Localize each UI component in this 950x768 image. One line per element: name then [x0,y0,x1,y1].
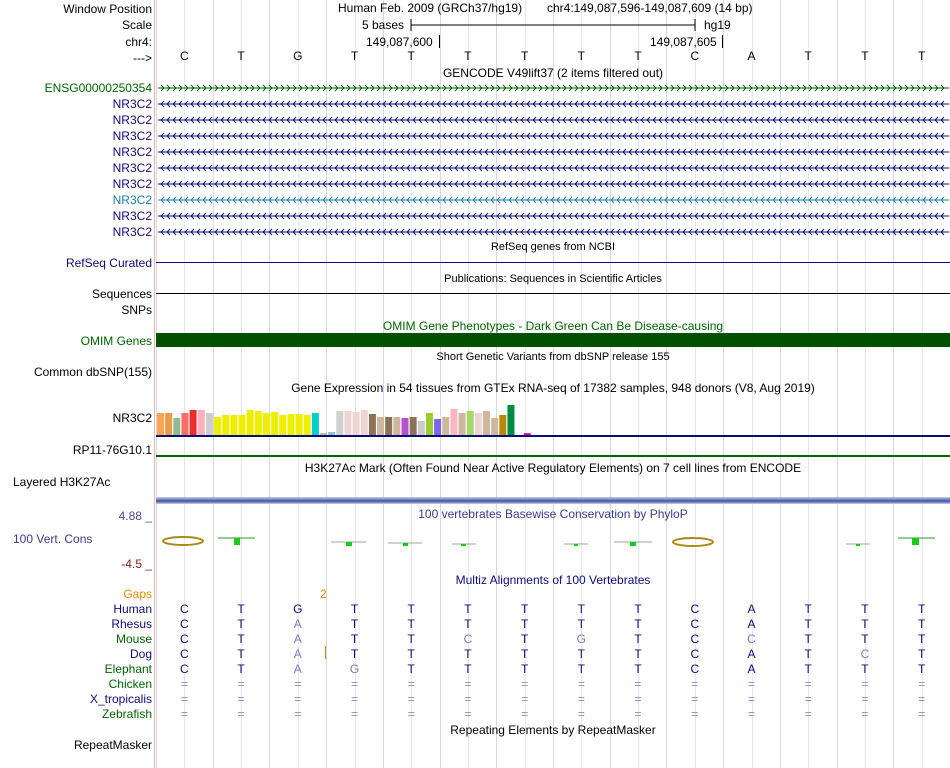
gene-feature[interactable] [158,194,949,206]
phylop-track-label[interactable]: 100 Vert. Cons [13,532,93,546]
gtex-tissue-bar[interactable] [190,410,197,435]
gene-label[interactable]: ENSG00000250354 [44,81,152,95]
alignment-base: G [349,662,360,676]
dbsnp-track-title[interactable]: Short Genetic Variants from dbSNP release 155 [436,351,670,363]
gene-label[interactable]: NR3C2 [112,97,152,111]
alignment-base: = [407,692,415,706]
gencode-track-title[interactable]: GENCODE V49lift37 (2 items filtered out) [442,66,664,80]
alignment-base: C [690,632,700,646]
alignment-base: = [861,692,869,706]
alignment-base: T [577,662,586,676]
alignment-base: = [634,707,642,721]
alignment-base: T [464,617,472,631]
gtex-tissue-bar[interactable] [507,405,514,435]
alignment-base: T [577,602,586,616]
reference-base: T [804,49,812,63]
phylop-max-label: 4.88 _ [118,509,152,523]
gtex-tissue-bar[interactable] [402,418,409,435]
reference-base: C [690,49,700,63]
alignment-base: T [520,662,529,676]
species-label[interactable]: Dog [129,647,152,661]
reference-base: T [237,49,245,63]
gene-feature[interactable] [158,226,949,238]
alignment-base: T [237,662,245,676]
gtex-tissue-bar[interactable] [353,412,360,435]
gtex-tissue-bar[interactable] [418,421,425,435]
gene-label[interactable]: NR3C2 [112,113,152,127]
alignment-base: T [350,617,359,631]
alignment-base: T [634,617,642,631]
alignment-base: T [804,662,812,676]
alignment-base: = [180,677,188,691]
alignment-base: T [917,647,926,661]
reference-base: T [464,49,472,63]
alignment-base: C [690,617,700,631]
alignment-base: C [180,647,189,661]
alignment-base: T [520,602,529,616]
gene-feature[interactable] [158,82,949,94]
gtex-tissue-bar[interactable] [222,415,229,435]
alignment-base: T [520,647,529,661]
alignment-base: T [577,647,586,661]
gtex-tissue-bar[interactable] [271,412,278,435]
gtex-tissue-bar[interactable] [173,418,180,435]
alignment-base: T [407,617,415,631]
species-label[interactable]: Mouse [115,632,152,646]
gtex-tissue-bar[interactable] [467,411,474,435]
reference-base: T [861,49,869,63]
alignment-base: T [861,632,869,646]
alignment-base: T [634,647,642,661]
alignment-base: = [691,692,699,706]
alignment-base: T [407,647,415,661]
alignment-base: = [294,707,302,721]
alignment-base: T [237,647,245,661]
alignment-base: T [861,662,869,676]
gtex-tissue-bar[interactable] [312,413,319,435]
gtex-tissue-bar[interactable] [255,411,262,435]
alignment-base: C [690,647,700,661]
alignment-base: = [747,692,755,706]
gene-feature[interactable] [158,178,949,190]
chrom-label: chr4: [125,35,152,49]
gtex-tissue-bar[interactable] [336,411,343,435]
gtex-tissue-bar[interactable] [304,415,311,435]
gap-count: 2 [320,587,327,601]
gtex-tissue-bar[interactable] [214,417,221,435]
gtex-tissue-bar[interactable] [361,410,368,435]
gtex-tissue-bar[interactable] [385,417,392,435]
refseq-track-title[interactable]: RefSeq genes from NCBI [490,241,616,253]
alignment-base: G [576,632,587,646]
alignment-base: A [293,662,302,676]
gene-feature[interactable] [158,130,949,142]
alignment-base: T [464,647,472,661]
track-area [156,0,950,768]
alignment-base: = [464,677,472,691]
alignment-base: C [747,632,756,646]
alignment-base: A [293,617,302,631]
alignment-base: = [350,692,358,706]
gtex-tissue-bar[interactable] [434,419,441,435]
alignment-base: = [294,677,302,691]
refseq-track-line [156,262,950,263]
phylop-min-label: -4.5 _ [121,557,152,571]
repeatmasker-track-label[interactable]: RepeatMasker [73,738,152,752]
alignment-base: T [804,632,812,646]
alignment-base: C [180,602,189,616]
gene-label[interactable]: NR3C2 [112,209,152,223]
species-label[interactable]: Elephant [104,662,152,676]
gtex-tissue-bar[interactable] [459,413,466,435]
alignment-base: = [521,677,529,691]
alignment-base: T [861,602,869,616]
gene-label[interactable]: NR3C2 [112,177,152,191]
alignment-base: = [407,707,415,721]
alignment-base: = [918,692,926,706]
gene-label[interactable]: NR3C2 [112,193,152,207]
gene-feature[interactable] [158,162,949,174]
gtex-tissue-bar[interactable] [499,415,506,435]
gtex-tissue-bar[interactable] [239,415,246,435]
window-position-label: Window Position [63,2,152,16]
gtex-tissue-bar[interactable] [442,417,449,435]
alignment-base: C [180,617,189,631]
omim-track-title[interactable]: OMIM Gene Phenotypes - Dark Green Can Be Disease-causing [382,319,724,333]
publications-track-title[interactable]: Publications: Sequences in Scientific Articles [444,273,662,285]
gtex-tissue-bar[interactable] [483,411,490,435]
alignment-base: A [293,647,302,661]
gtex-tissue-bar[interactable] [296,414,303,435]
reference-base: G [293,49,303,63]
phylop-track-title[interactable]: 100 vertebrates Basewise Conservation by PhyloP [418,507,688,521]
alignment-base: = [747,707,755,721]
alignment-base: = [804,692,812,706]
alignment-base: = [294,692,302,706]
alignment-base: = [861,707,869,721]
alignment-base: = [577,707,585,721]
alignment-base: T [464,602,472,616]
gtex-tissue-bar[interactable] [165,413,172,435]
alignment-base: T [634,632,642,646]
coord-right: 149,087,605 [650,35,717,49]
alignment-base: = [747,677,755,691]
alignment-base: = [918,677,926,691]
alignment-base: G [293,602,303,616]
alignment-base: C [463,632,473,646]
species-label[interactable]: Chicken [108,677,152,691]
alignment-base: T [917,602,926,616]
species-label[interactable]: Rhesus [111,617,152,631]
alignment-base: T [917,662,926,676]
gtex-tissue-bar[interactable] [279,415,286,435]
gene-feature[interactable] [158,114,949,126]
reference-base: T [350,49,359,63]
gtex-tissue-bar[interactable] [206,413,213,435]
alignment-base: T [237,602,245,616]
alignment-base: = [464,707,472,721]
alignment-base: C [180,632,189,646]
alignment-base: = [804,707,812,721]
alignment-base: = [180,707,188,721]
omim-feature-bar[interactable] [156,333,950,347]
reference-base: A [747,49,756,63]
gtex-tissue-bar[interactable] [181,413,188,435]
alignment-base: = [464,692,472,706]
alignment-base: = [237,677,245,691]
h3k27ac-track-title[interactable]: H3K27Ac Mark (Often Found Near Active Regulatory Elements) on 7 cell lines from ENCODE [304,461,802,475]
alignment-base: = [691,707,699,721]
snps-label: SNPs [121,303,152,317]
coord-right-tick [722,35,723,48]
alignment-base: T [917,617,926,631]
gaps-label: Gaps [123,587,152,601]
alignment-base: = [350,707,358,721]
assembly-text: Human Feb. 2009 (GRCh37/hg19) [338,1,523,15]
gtex-gene-label-nr3c2[interactable]: NR3C2 [112,411,152,425]
gene-feature[interactable] [158,146,949,158]
reference-base: T [917,49,926,63]
gtex-expression-bars[interactable] [156,395,950,437]
alignment-base: T [804,617,812,631]
gap-insertion-marker [325,646,326,659]
position-text: chr4:149,087,596-149,087,609 (14 bp) [547,1,753,15]
species-label[interactable]: X_tropicalis [89,692,152,706]
gene-feature[interactable] [158,98,949,110]
h3k27ac-signal-band [156,497,950,504]
alignment-base: T [861,617,869,631]
scale-bar-text: 5 bases [362,18,405,32]
gtex-track-title[interactable]: Gene Expression in 54 tissues from GTEx RNA-seq of 17382 samples, 948 donors (V8, Aug 2019) [291,381,815,395]
gtex-tissue-bar[interactable] [287,414,294,435]
alignment-base: T [464,662,472,676]
db-text: hg19 [704,18,731,32]
gtex-nr3c2-line[interactable] [156,435,950,437]
alignment-base: T [577,617,586,631]
alignment-base: T [520,632,529,646]
gtex-tissue-bar[interactable] [344,411,351,435]
alignment-base: = [237,692,245,706]
coord-left: 149,087,600 [366,35,433,49]
gene-label[interactable]: NR3C2 [112,129,152,143]
coord-left-tick [439,35,440,48]
alignment-base: C [690,602,700,616]
alignment-base: = [918,707,926,721]
alignment-base: = [691,677,699,691]
scale-label: Scale [121,18,152,32]
alignment-base: = [804,677,812,691]
alignment-base: T [520,617,529,631]
alignment-base: = [180,692,188,706]
gtex-gene-label-rp11[interactable]: RP11-76G10.1 [72,443,152,457]
alignment-base: T [407,632,415,646]
gtex-tissue-bar[interactable] [247,410,254,435]
alignment-base: T [634,662,642,676]
alignment-base: = [350,677,358,691]
refseq-track-label[interactable]: RefSeq Curated [65,256,152,270]
alignment-base: = [577,692,585,706]
gene-label[interactable]: NR3C2 [112,225,152,239]
multiz-track-title[interactable]: Multiz Alignments of 100 Vertebrates [455,573,651,587]
alignment-base: T [804,602,812,616]
alignment-base: = [634,692,642,706]
alignment-base: = [634,677,642,691]
alignment-base: A [293,632,302,646]
reference-base: T [520,49,529,63]
alignment-base: T [407,602,415,616]
gtex-rp11-line[interactable] [156,455,950,457]
track-label-sidebar [0,0,154,768]
gtex-tissue-bar[interactable] [377,417,384,435]
alignment-base: T [350,647,359,661]
gtex-tissue-bar[interactable] [230,415,237,435]
alignment-base: T [407,662,415,676]
gtex-tissue-bar[interactable] [263,413,270,435]
alignment-base: T [634,602,642,616]
alignment-base: T [804,647,812,661]
gtex-tissue-bar[interactable] [198,410,205,435]
gtex-tissue-bar[interactable] [491,418,498,435]
alignment-base: = [577,677,585,691]
species-label[interactable]: Zebrafish [101,707,152,721]
publications-track-line [156,293,950,294]
alignment-base: = [521,707,529,721]
alignment-base: T [350,602,359,616]
alignment-base: A [747,647,756,661]
reference-base: T [577,49,586,63]
gtex-tissue-bar[interactable] [410,417,417,435]
label-separator [154,0,155,768]
reference-base: T [634,49,642,63]
sequences-track-label[interactable]: Sequences [91,287,152,301]
alignment-base: = [521,692,529,706]
gtex-tissue-bar[interactable] [450,409,457,435]
dbsnp-track-label[interactable]: Common dbSNP(155) [33,365,152,379]
gtex-tissue-bar[interactable] [369,414,376,435]
gtex-tissue-bar[interactable] [393,417,400,435]
reference-base: C [180,49,189,63]
repeatmasker-track-title[interactable]: Repeating Elements by RepeatMasker [450,723,656,737]
strand-arrow-label: ---> [133,51,152,65]
alignment-base: C [690,662,700,676]
phylop-signal [156,528,950,554]
alignment-base: T [917,632,926,646]
alignment-base: A [747,602,756,616]
h3k27ac-track-label[interactable]: Layered H3K27Ac [13,475,111,489]
gene-label[interactable]: NR3C2 [112,161,152,175]
alignment-base: T [350,632,359,646]
alignment-base: T [237,617,245,631]
gtex-tissue-bar[interactable] [475,413,482,435]
gtex-tissue-bar[interactable] [157,413,164,435]
alignment-base: C [860,647,870,661]
gene-label[interactable]: NR3C2 [112,145,152,159]
omim-track-label[interactable]: OMIM Genes [80,334,152,348]
alignment-base: = [237,707,245,721]
alignment-base: A [747,617,756,631]
alignment-base: = [861,677,869,691]
alignment-base: = [407,677,415,691]
gene-feature[interactable] [158,210,949,222]
scale-bar [410,18,700,32]
alignment-base: A [747,662,756,676]
alignment-base: T [237,632,245,646]
gtex-tissue-bar[interactable] [426,413,433,435]
species-label[interactable]: Human [113,602,152,616]
alignment-base: C [180,662,189,676]
reference-base: T [407,49,415,63]
